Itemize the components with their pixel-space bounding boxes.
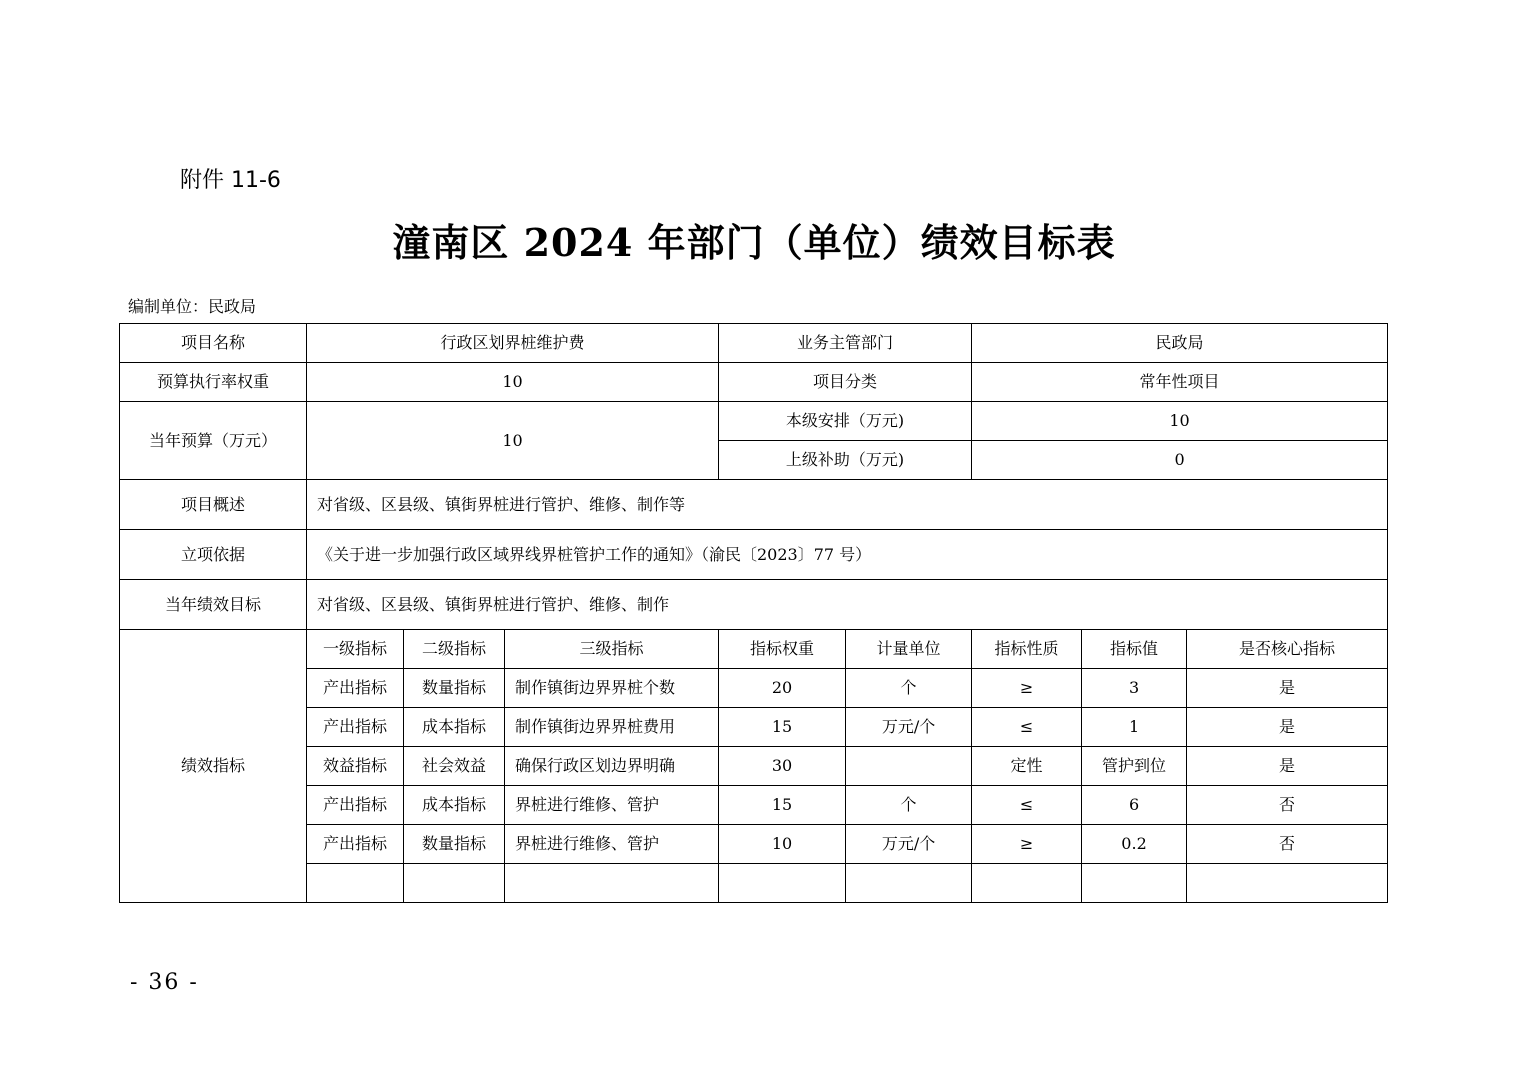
table-cell: 万元/个 <box>846 825 972 864</box>
table-cell: 管护到位 <box>1082 747 1187 786</box>
project-name-label: 项目名称 <box>120 324 307 363</box>
table-cell: 效益指标 <box>307 747 404 786</box>
table-cell: 1 <box>1082 708 1187 747</box>
table-cell: 6 <box>1082 786 1187 825</box>
table-cell: 定性 <box>972 747 1082 786</box>
table-cell: 产出指标 <box>307 825 404 864</box>
table-row <box>120 786 1388 825</box>
table-row <box>120 708 1388 747</box>
table-cell: 3 <box>1082 669 1187 708</box>
table-cell <box>1082 864 1187 903</box>
table-cell: 制作镇街边界界桩费用 <box>505 708 719 747</box>
table-row <box>120 747 1388 786</box>
category-value: 常年性项目 <box>972 363 1388 402</box>
row-budget <box>120 402 1388 441</box>
goal-value: 对省级、区县级、镇街界桩进行管护、维修、制作 <box>307 580 1388 630</box>
row-project-name <box>120 324 1388 363</box>
attachment-label: 附件 11-6 <box>180 168 281 193</box>
row-weight <box>120 363 1388 402</box>
table-cell: 成本指标 <box>404 708 505 747</box>
header-cell: 计量单位 <box>846 630 972 669</box>
table-cell: ≤ <box>972 786 1082 825</box>
header-cell: 指标性质 <box>972 630 1082 669</box>
dept-value: 民政局 <box>972 324 1388 363</box>
goal-label: 当年绩效目标 <box>120 580 307 630</box>
table-cell: 个 <box>846 669 972 708</box>
org-line: 编制单位：民政局 <box>128 297 257 316</box>
table-cell <box>1187 864 1388 903</box>
table-cell: 是 <box>1187 669 1388 708</box>
budget-label: 当年预算（万元） <box>120 402 307 480</box>
table-cell <box>404 864 505 903</box>
header-cell: 二级指标 <box>404 630 505 669</box>
table-cell: 30 <box>719 747 846 786</box>
table-cell: 20 <box>719 669 846 708</box>
header-cell: 一级指标 <box>307 630 404 669</box>
row-goal <box>120 580 1388 630</box>
overview-label: 项目概述 <box>120 480 307 530</box>
row-basis <box>120 530 1388 580</box>
table-row <box>120 864 1388 903</box>
table-cell: 15 <box>719 708 846 747</box>
budget-value: 10 <box>307 402 719 480</box>
table-cell: 产出指标 <box>307 708 404 747</box>
basis-label: 立项依据 <box>120 530 307 580</box>
table-cell: 产出指标 <box>307 669 404 708</box>
table-cell: 是 <box>1187 747 1388 786</box>
table-cell: 否 <box>1187 825 1388 864</box>
table-cell: 个 <box>846 786 972 825</box>
table-cell: 10 <box>719 825 846 864</box>
local-value: 10 <box>972 402 1388 441</box>
dept-label: 业务主管部门 <box>719 324 972 363</box>
table-cell: 成本指标 <box>404 786 505 825</box>
table-cell: 15 <box>719 786 846 825</box>
table-cell: 产出指标 <box>307 786 404 825</box>
table-cell: 界桩进行维修、管护 <box>505 825 719 864</box>
table-cell: 制作镇街边界界桩个数 <box>505 669 719 708</box>
upper-value: 0 <box>972 441 1388 480</box>
table-cell <box>307 864 404 903</box>
weight-label: 预算执行率权重 <box>120 363 307 402</box>
indicators-section-label: 绩效指标 <box>120 630 307 903</box>
table-cell: 确保行政区划边界明确 <box>505 747 719 786</box>
header-cell: 指标权重 <box>719 630 846 669</box>
basis-value: 《关于进一步加强行政区域界线界桩管护工作的通知》（渝民〔2023〕77 号） <box>307 530 1388 580</box>
table-cell: 0.2 <box>1082 825 1187 864</box>
table-cell: 万元/个 <box>846 708 972 747</box>
weight-value: 10 <box>307 363 719 402</box>
table-cell: 否 <box>1187 786 1388 825</box>
project-name-value: 行政区划界桩维护费 <box>307 324 719 363</box>
overview-value: 对省级、区县级、镇街界桩进行管护、维修、制作等 <box>307 480 1388 530</box>
indicator-header-row <box>120 630 1388 669</box>
table-cell: 社会效益 <box>404 747 505 786</box>
upper-label: 上级补助（万元) <box>719 441 972 480</box>
table-cell: ≥ <box>972 825 1082 864</box>
table-cell <box>846 864 972 903</box>
header-cell: 是否核心指标 <box>1187 630 1388 669</box>
header-cell: 指标值 <box>1082 630 1187 669</box>
row-overview <box>120 480 1388 530</box>
category-label: 项目分类 <box>719 363 972 402</box>
header-cell: 三级指标 <box>505 630 719 669</box>
table-cell: 是 <box>1187 708 1388 747</box>
table-cell <box>972 864 1082 903</box>
table-row <box>120 669 1388 708</box>
performance-table <box>119 323 1388 903</box>
page-title: 潼南区 2024 年部门（单位）绩效目标表 <box>392 220 1116 265</box>
table-cell: 数量指标 <box>404 669 505 708</box>
table-cell: ≤ <box>972 708 1082 747</box>
table-cell <box>505 864 719 903</box>
local-label: 本级安排（万元) <box>719 402 972 441</box>
table-row <box>120 825 1388 864</box>
table-cell: 数量指标 <box>404 825 505 864</box>
page-number: - 36 - <box>130 970 199 995</box>
table-cell <box>846 747 972 786</box>
table-cell <box>719 864 846 903</box>
table-cell: 界桩进行维修、管护 <box>505 786 719 825</box>
table-cell: ≥ <box>972 669 1082 708</box>
